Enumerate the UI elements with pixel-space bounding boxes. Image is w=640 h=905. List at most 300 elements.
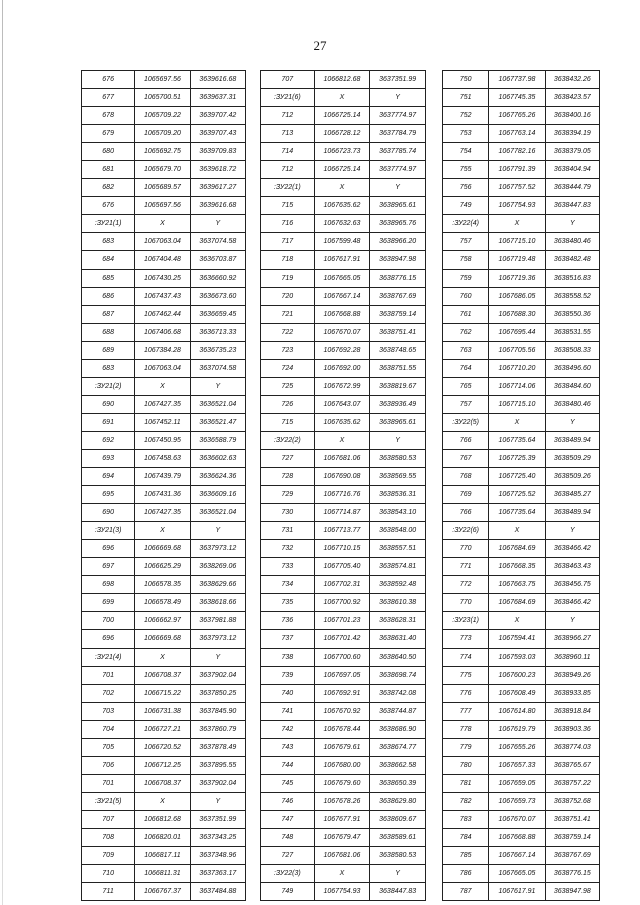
table-row	[261, 413, 426, 431]
point-number: 782	[443, 792, 489, 810]
point-number: 736	[261, 612, 315, 630]
point-number: 719	[261, 269, 315, 287]
table-row	[82, 828, 246, 846]
table-row	[443, 89, 600, 107]
y-coordinate: 3638509.26	[545, 468, 599, 486]
point-number: 712	[261, 107, 315, 125]
y-coordinate: 3636609.16	[190, 486, 245, 504]
point-number: 690	[82, 395, 135, 413]
y-coordinate: 3638536.31	[370, 486, 426, 504]
point-number: 769	[443, 486, 489, 504]
point-number: 696	[82, 540, 135, 558]
section-header-row	[261, 865, 426, 883]
y-coordinate: 3638466.42	[545, 540, 599, 558]
x-header: X	[135, 377, 190, 395]
point-number: 770	[443, 594, 489, 612]
point-number: 772	[443, 576, 489, 594]
x-coordinate: 1067672.99	[314, 377, 370, 395]
x-coordinate: 1067632.63	[314, 215, 370, 233]
table-row	[82, 883, 246, 901]
point-number: 749	[443, 197, 489, 215]
table-row	[261, 197, 426, 215]
y-header: Y	[190, 522, 245, 540]
point-number: 759	[443, 269, 489, 287]
x-coordinate: 1067657.33	[489, 756, 545, 774]
x-coordinate: 1066669.68	[135, 630, 190, 648]
table-row	[261, 540, 426, 558]
point-number: 714	[261, 143, 315, 161]
point-number: 713	[261, 125, 315, 143]
table-row	[82, 666, 246, 684]
table-row	[443, 179, 600, 197]
point-number: 743	[261, 738, 315, 756]
table-row	[261, 287, 426, 305]
table-row	[82, 558, 246, 576]
point-number: 768	[443, 468, 489, 486]
point-number: 707	[82, 810, 135, 828]
y-coordinate: 3636521.04	[190, 504, 245, 522]
x-coordinate: 1067763.14	[489, 125, 545, 143]
table-row	[82, 197, 246, 215]
y-coordinate: 3638269.06	[190, 558, 245, 576]
table-row	[261, 251, 426, 269]
table-row	[82, 810, 246, 828]
point-number: 731	[261, 522, 315, 540]
point-number: 705	[82, 738, 135, 756]
y-header: Y	[370, 89, 426, 107]
x-coordinate: 1067659.05	[489, 774, 545, 792]
point-number: 777	[443, 702, 489, 720]
point-number: 771	[443, 558, 489, 576]
table-row	[443, 865, 600, 883]
y-coordinate: 3638423.57	[545, 89, 599, 107]
y-coordinate: 3638444.79	[545, 179, 599, 197]
point-number: 734	[261, 576, 315, 594]
table-row	[443, 883, 600, 901]
table-row	[82, 774, 246, 792]
table-row	[261, 810, 426, 828]
x-coordinate: 1067663.75	[489, 576, 545, 594]
y-coordinate: 3638404.94	[545, 161, 599, 179]
y-coordinate: 3638960.11	[545, 648, 599, 666]
table-row	[82, 612, 246, 630]
point-number: 717	[261, 233, 315, 251]
y-coordinate: 3638776.15	[545, 865, 599, 883]
table-row	[82, 431, 246, 449]
table-row	[82, 630, 246, 648]
point-number: 699	[82, 594, 135, 612]
x-header: X	[135, 522, 190, 540]
table-row	[443, 486, 600, 504]
x-coordinate: 1066578.49	[135, 594, 190, 612]
point-number: 721	[261, 305, 315, 323]
x-coordinate: 1067619.79	[489, 720, 545, 738]
x-coordinate: 1067659.73	[489, 792, 545, 810]
y-coordinate: 3637351.99	[190, 810, 245, 828]
point-number: 706	[82, 756, 135, 774]
table-row	[443, 594, 600, 612]
x-coordinate: 1067665.05	[489, 865, 545, 883]
point-number: 748	[261, 828, 315, 846]
x-coordinate: 1067430.25	[135, 269, 190, 287]
point-number: 778	[443, 720, 489, 738]
table-row	[443, 251, 600, 269]
x-coordinate: 1067695.44	[489, 323, 545, 341]
point-number: 754	[443, 143, 489, 161]
x-coordinate: 1067716.76	[314, 486, 370, 504]
table-row	[261, 702, 426, 720]
y-coordinate: 3637878.49	[190, 738, 245, 756]
x-coordinate: 1067643.07	[314, 395, 370, 413]
point-number: 786	[443, 865, 489, 883]
table-row	[261, 233, 426, 251]
y-header: Y	[370, 431, 426, 449]
x-header: X	[314, 865, 370, 883]
x-coordinate: 1067678.26	[314, 792, 370, 810]
y-coordinate: 3638751.41	[370, 323, 426, 341]
table-row	[261, 71, 426, 89]
table-row	[261, 161, 426, 179]
x-coordinate: 1066625.29	[135, 558, 190, 576]
table-row	[443, 71, 600, 89]
point-number: 690	[82, 504, 135, 522]
section-label: :ЗУ21(2)	[82, 377, 135, 395]
y-header: Y	[370, 865, 426, 883]
point-number: 766	[443, 504, 489, 522]
y-coordinate: 3638674.77	[370, 738, 426, 756]
y-coordinate: 3639637.31	[190, 89, 245, 107]
section-label: :ЗУ23(1)	[443, 612, 489, 630]
y-coordinate: 3637774.97	[370, 161, 426, 179]
point-number: 718	[261, 251, 315, 269]
y-coordinate: 3638744.87	[370, 702, 426, 720]
x-coordinate: 1067681.06	[314, 847, 370, 865]
x-header: X	[135, 215, 190, 233]
table-row	[82, 287, 246, 305]
x-coordinate: 1067655.26	[489, 738, 545, 756]
table-row	[82, 468, 246, 486]
x-coordinate: 1067670.07	[314, 323, 370, 341]
x-coordinate: 1067670.07	[489, 810, 545, 828]
table-row	[261, 395, 426, 413]
y-coordinate: 3637845.90	[190, 702, 245, 720]
section-label: :ЗУ21(6)	[261, 89, 315, 107]
section-label: :ЗУ21(1)	[82, 215, 135, 233]
point-number: 787	[443, 883, 489, 901]
y-coordinate: 3638650.39	[370, 774, 426, 792]
point-number: 676	[82, 71, 135, 89]
section-label: :ЗУ22(1)	[261, 179, 315, 197]
point-number: 720	[261, 287, 315, 305]
table-row	[261, 612, 426, 630]
y-coordinate: 3637895.55	[190, 756, 245, 774]
table-row	[261, 522, 426, 540]
x-coordinate: 1067714.06	[489, 377, 545, 395]
x-coordinate: 1067701.23	[314, 612, 370, 630]
table-row	[82, 251, 246, 269]
table-row	[82, 594, 246, 612]
x-coordinate: 1067713.77	[314, 522, 370, 540]
section-label: :ЗУ22(3)	[261, 865, 315, 883]
table-row	[261, 377, 426, 395]
table-row	[82, 71, 246, 89]
table-row	[443, 720, 600, 738]
table-row	[443, 431, 600, 449]
x-header: X	[314, 179, 370, 197]
section-header-row	[443, 215, 600, 233]
table-row	[261, 828, 426, 846]
table-row	[82, 449, 246, 467]
point-number: 766	[443, 431, 489, 449]
point-number: 733	[261, 558, 315, 576]
table-row	[261, 468, 426, 486]
point-number: 774	[443, 648, 489, 666]
table-row	[261, 684, 426, 702]
point-number: 758	[443, 251, 489, 269]
table-row	[261, 883, 426, 901]
y-coordinate: 3638580.53	[370, 449, 426, 467]
x-coordinate: 1067680.00	[314, 756, 370, 774]
x-header: X	[135, 792, 190, 810]
x-coordinate: 1066720.52	[135, 738, 190, 756]
point-number: 700	[82, 612, 135, 630]
y-coordinate: 3636660.92	[190, 269, 245, 287]
section-label: :ЗУ21(4)	[82, 648, 135, 666]
y-coordinate: 3638742.08	[370, 684, 426, 702]
y-coordinate: 3638629.80	[370, 792, 426, 810]
y-coordinate: 3636588.79	[190, 431, 245, 449]
point-number: 715	[261, 197, 315, 215]
point-number: 779	[443, 738, 489, 756]
y-coordinate: 3636735.23	[190, 341, 245, 359]
x-coordinate: 1067735.64	[489, 431, 545, 449]
x-coordinate: 1067665.05	[314, 269, 370, 287]
y-coordinate: 3638965.76	[370, 215, 426, 233]
y-coordinate: 3637981.88	[190, 612, 245, 630]
x-coordinate: 1067593.03	[489, 648, 545, 666]
y-header: Y	[190, 215, 245, 233]
point-number: 726	[261, 395, 315, 413]
point-number: 687	[82, 305, 135, 323]
x-coordinate: 1066767.37	[135, 883, 190, 901]
section-header-row	[443, 612, 600, 630]
x-coordinate: 1067745.35	[489, 89, 545, 107]
section-label: :ЗУ22(5)	[443, 413, 489, 431]
table-row	[443, 305, 600, 323]
table-row	[82, 125, 246, 143]
x-coordinate: 1067725.52	[489, 486, 545, 504]
y-coordinate: 3638698.74	[370, 666, 426, 684]
x-coordinate: 1067063.04	[135, 359, 190, 377]
section-header-row	[443, 522, 600, 540]
y-coordinate: 3636521.04	[190, 395, 245, 413]
section-header-row	[82, 522, 246, 540]
table-row	[82, 486, 246, 504]
y-coordinate: 3638628.31	[370, 612, 426, 630]
y-coordinate: 3639616.68	[190, 197, 245, 215]
x-header: X	[314, 89, 370, 107]
x-coordinate: 1067715.10	[489, 395, 545, 413]
table-row	[261, 504, 426, 522]
point-number: 762	[443, 323, 489, 341]
point-number: 727	[261, 847, 315, 865]
x-header: X	[489, 215, 545, 233]
section-label: :ЗУ22(6)	[443, 522, 489, 540]
y-coordinate: 3638509.29	[545, 449, 599, 467]
table-row	[82, 540, 246, 558]
coordinates-table-left	[81, 70, 246, 901]
point-number: 729	[261, 486, 315, 504]
point-number: 691	[82, 413, 135, 431]
y-coordinate: 3637351.99	[370, 71, 426, 89]
y-coordinate: 3638484.60	[545, 377, 599, 395]
y-coordinate: 3638686.90	[370, 720, 426, 738]
point-number: 683	[82, 233, 135, 251]
x-coordinate: 1067668.35	[489, 558, 545, 576]
y-coordinate: 3637774.97	[370, 107, 426, 125]
table-row	[82, 143, 246, 161]
table-row	[443, 161, 600, 179]
y-coordinate: 3638482.48	[545, 251, 599, 269]
x-coordinate: 1067668.88	[314, 305, 370, 323]
y-header: Y	[370, 179, 426, 197]
x-coordinate: 1066817.11	[135, 847, 190, 865]
y-coordinate: 3637902.04	[190, 666, 245, 684]
point-number: 681	[82, 161, 135, 179]
point-number: 683	[82, 359, 135, 377]
point-number: 738	[261, 648, 315, 666]
table-row	[82, 161, 246, 179]
y-coordinate: 3638662.58	[370, 756, 426, 774]
y-coordinate: 3636624.36	[190, 468, 245, 486]
x-coordinate: 1066812.68	[314, 71, 370, 89]
table-row	[443, 341, 600, 359]
point-number: 741	[261, 702, 315, 720]
x-coordinate: 1067462.44	[135, 305, 190, 323]
x-coordinate: 1067458.63	[135, 449, 190, 467]
point-number: 761	[443, 305, 489, 323]
point-number: 678	[82, 107, 135, 125]
x-coordinate: 1066728.12	[314, 125, 370, 143]
y-coordinate: 3638751.41	[545, 810, 599, 828]
y-coordinate: 3638618.66	[190, 594, 245, 612]
y-coordinate: 3638819.67	[370, 377, 426, 395]
y-coordinate: 3637348.96	[190, 847, 245, 865]
table-row	[443, 125, 600, 143]
x-coordinate: 1067700.92	[314, 594, 370, 612]
x-coordinate: 1067678.44	[314, 720, 370, 738]
x-coordinate: 1067617.91	[489, 883, 545, 901]
section-header-row	[443, 413, 600, 431]
y-coordinate: 3638936.49	[370, 395, 426, 413]
x-coordinate: 1067715.10	[489, 233, 545, 251]
y-coordinate: 3638508.33	[545, 341, 599, 359]
table-row	[443, 576, 600, 594]
table-row	[261, 305, 426, 323]
x-coordinate: 1065679.70	[135, 161, 190, 179]
x-coordinate: 1067635.62	[314, 413, 370, 431]
y-coordinate: 3638543.10	[370, 504, 426, 522]
table-row	[261, 756, 426, 774]
x-coordinate: 1067600.23	[489, 666, 545, 684]
point-number: 765	[443, 377, 489, 395]
table-row	[443, 792, 600, 810]
x-header: X	[135, 648, 190, 666]
y-coordinate: 3638379.05	[545, 143, 599, 161]
y-coordinate: 3638496.60	[545, 359, 599, 377]
table-row	[443, 233, 600, 251]
table-row	[82, 107, 246, 125]
point-number: 740	[261, 684, 315, 702]
point-number: 724	[261, 359, 315, 377]
point-number: 727	[261, 449, 315, 467]
table-row	[443, 702, 600, 720]
y-coordinate: 3639617.27	[190, 179, 245, 197]
point-number: 757	[443, 395, 489, 413]
table-row	[261, 792, 426, 810]
table-row	[261, 847, 426, 865]
x-coordinate: 1067697.05	[314, 666, 370, 684]
table-row	[443, 810, 600, 828]
table-row	[443, 847, 600, 865]
point-number: 744	[261, 756, 315, 774]
table-row	[443, 323, 600, 341]
point-number: 770	[443, 540, 489, 558]
table-row	[443, 143, 600, 161]
point-number: 785	[443, 847, 489, 865]
x-coordinate: 1067702.31	[314, 576, 370, 594]
table-row	[443, 684, 600, 702]
point-number: 712	[261, 161, 315, 179]
y-header: Y	[545, 413, 599, 431]
table-row	[82, 233, 246, 251]
x-coordinate: 1067608.49	[489, 684, 545, 702]
table-row	[82, 865, 246, 883]
y-coordinate: 3638400.16	[545, 107, 599, 125]
table-row	[443, 287, 600, 305]
section-header-row	[261, 431, 426, 449]
x-coordinate: 1067710.15	[314, 540, 370, 558]
table-row	[261, 269, 426, 287]
x-coordinate: 1067714.87	[314, 504, 370, 522]
y-coordinate: 3638752.68	[545, 792, 599, 810]
y-coordinate: 3638629.66	[190, 576, 245, 594]
point-number: 742	[261, 720, 315, 738]
x-coordinate: 1067765.26	[489, 107, 545, 125]
point-number: 775	[443, 666, 489, 684]
point-number: 745	[261, 774, 315, 792]
point-number: 709	[82, 847, 135, 865]
point-number: 679	[82, 125, 135, 143]
table-row	[261, 486, 426, 504]
x-coordinate: 1067452.11	[135, 413, 190, 431]
point-number: 763	[443, 341, 489, 359]
y-coordinate: 3638933.85	[545, 684, 599, 702]
y-coordinate: 3638757.22	[545, 774, 599, 792]
x-coordinate: 1067686.05	[489, 287, 545, 305]
point-number: 747	[261, 810, 315, 828]
x-header: X	[489, 413, 545, 431]
point-number: 735	[261, 594, 315, 612]
table-row	[443, 648, 600, 666]
y-coordinate: 3639616.68	[190, 71, 245, 89]
point-number: 776	[443, 684, 489, 702]
y-coordinate: 3636703.87	[190, 251, 245, 269]
x-coordinate: 1067614.80	[489, 702, 545, 720]
y-coordinate: 3636673.60	[190, 287, 245, 305]
y-coordinate: 3636713.33	[190, 323, 245, 341]
table-row	[82, 359, 246, 377]
